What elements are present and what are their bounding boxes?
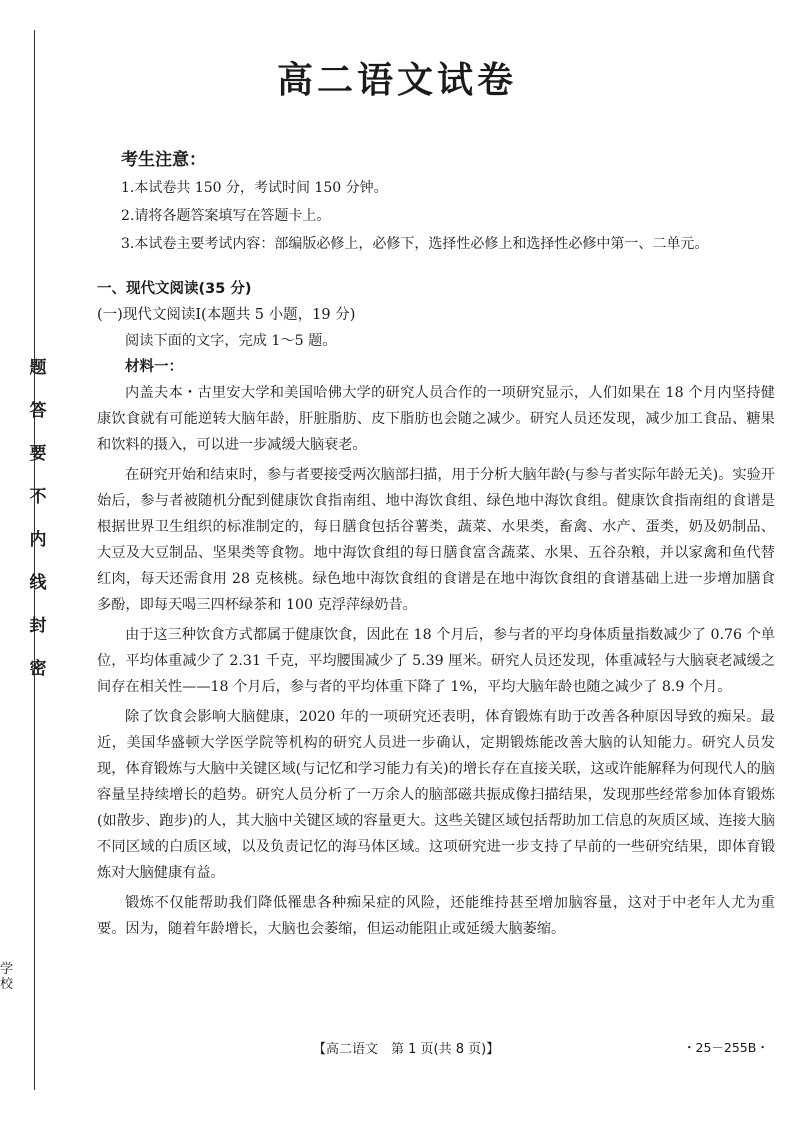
- seal-char: 题: [29, 358, 47, 378]
- seal-char: 密: [29, 659, 47, 679]
- material-label: 材料一：: [125, 359, 183, 375]
- notice-item: 1.本试卷共 150 分，考试时间 150 分钟。: [121, 180, 388, 196]
- page-number: 【高二语文 第 1 页(共 8 页)】: [313, 1042, 500, 1057]
- paragraph: 锻炼不仅能帮助我们降低罹患各种痴呆症的风险，还能维持甚至增加脑容量，这对于中老年人尤为重要。因为，随着年龄增长，大脑也会萎缩，但运动能阻止或延缓大脑萎缩。: [97, 895, 775, 937]
- notice-item: 2.请将各题答案填写在答题卡上。: [121, 208, 331, 224]
- paragraph: 在研究开始和结束时，参与者要接受两次脑部扫描，用于分析大脑年龄(与参与者实际年龄无关)。实验开始后，参与者被随机分配到健康饮食指南组、地中海饮食组、绿色地中海饮食组。健康饮食指南组的食谱是根据世界卫生组织的标准制定的，每日膳食包括谷薯类，蔬菜、水果类，畜禽、水产、蛋类，奶及奶制品、大豆及大豆制品、坚果类等食物。地中海饮食组的每日膳食富含蔬菜、水果、五谷杂粮，并以家禽和鱼代替红肉，每天还需食用 28 克核桃。绿色地中海饮食组的食谱是在地中海饮食组的食谱基础上进一步增加膳食多酚，即每天喝三四杯绿茶和 100 克浮萍绿奶昔。: [97, 467, 775, 613]
- section-heading: 一、现代文阅读(35 分): [97, 281, 252, 297]
- seal-char: 内: [29, 530, 47, 550]
- paragraph: 除了饮食会影响大脑健康，2020 年的一项研究还表明，体育锻炼有助于改善各种原因导致的痴呆。最近，美国华盛顿大学医学院等机构的研究人员进一步确认，定期锻炼能改善大脑的认知能力。研究人员发现，体育锻炼与大脑中关键区域(与记忆和学习能力有关)的增长存在直接关联，这或许能解释为何现代人的脑容量呈持续增长的趋势。研究人员分析了一万余人的脑部磁共振成像扫描结果，发现那些经常参加体育锻炼(如散步、跑步)的人，其大脑中关键区域的容量更大。这些关键区域包括帮助加工信息的灰质区域、连接大脑不同区域的白质区域，以及负责记忆的海马体区域。这项研究进一步支持了早前的一些研究结果，即体育锻炼对大脑健康有益。: [97, 709, 775, 881]
- page-title: 高二语文试卷: [276, 60, 517, 101]
- school-label: 学校: [0, 962, 14, 992]
- seal-char: 答: [29, 401, 47, 421]
- subsection-heading: (一)现代文阅读Ⅰ(本题共 5 小题，19 分): [97, 307, 356, 323]
- seal-char: 要: [29, 444, 47, 464]
- exam-content: [97, 148, 775, 946]
- instruction: 阅读下面的文字，完成 1～5 题。: [125, 333, 337, 349]
- seal-char: 封: [29, 616, 47, 636]
- seal-line-text: [26, 360, 50, 704]
- notice-heading: 考生注意：: [121, 150, 206, 170]
- seal-char: 不: [29, 487, 47, 507]
- paragraph: 由于这三种饮食方式都属于健康饮食，因此在 18 个月后，参与者的平均身体质量指数减少了 0.76 个单位，平均体重减少了 2.31 千克，平均腰围减少了 5.39 厘米。研究人员还发现，体重减轻与大脑衰老减缓之间存在相关性——18 个月后，参与者的平均体重下降了 1%，平均大脑年龄也随之减少了 8.9 个月。: [97, 627, 775, 695]
- notice-item: 3.本试卷主要考试内容：部编版必修上，必修下，选择性必修上和选择性必修中第一、二单元。: [121, 236, 709, 252]
- paragraph: 内盖夫本・古里安大学和美国哈佛大学的研究人员合作的一项研究显示，人们如果在 18 个月内坚持健康饮食就有可能逆转大脑年龄，肝脏脂肪、皮下脂肪也会随之减少。研究人员还发现，减少加工食品、糖果和饮料的摄入，可以进一步减缓大脑衰老。: [97, 385, 775, 453]
- seal-char: 线: [29, 573, 47, 593]
- exam-code: ・25－255B・: [683, 1040, 769, 1055]
